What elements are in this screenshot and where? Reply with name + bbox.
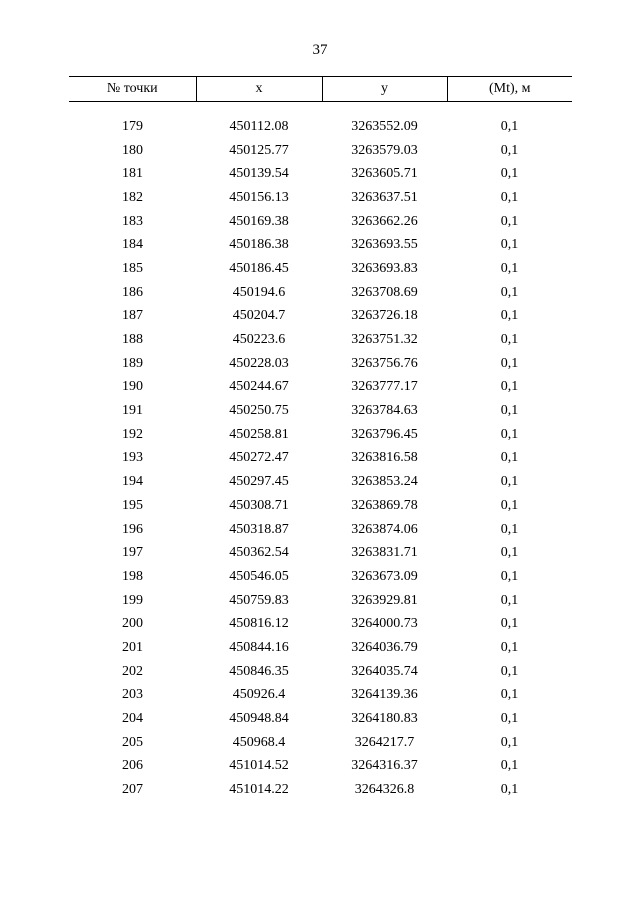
coordinates-table: [69, 76, 572, 802]
cell-point-number: 192: [122, 426, 143, 442]
cell-accuracy: 0,1: [500, 639, 519, 655]
cell-point-number: 195: [122, 497, 143, 513]
cell-y: 3264036.79: [351, 639, 418, 655]
cell-x: 450186.45: [229, 260, 289, 276]
cell-y: 3263756.76: [351, 355, 418, 371]
cell-x: 450318.87: [229, 521, 289, 537]
cell-x: 451014.22: [229, 782, 289, 798]
cell-point-number: 186: [122, 284, 143, 300]
cell-accuracy: 0,1: [500, 711, 519, 727]
cell-x: 450546.05: [229, 568, 289, 584]
cell-accuracy: 0,1: [500, 568, 519, 584]
table-row: [69, 731, 572, 755]
cell-x: 450759.83: [229, 592, 289, 608]
cell-accuracy: 0,1: [500, 213, 519, 229]
cell-accuracy: 0,1: [500, 189, 519, 205]
cell-accuracy: 0,1: [500, 687, 519, 703]
table-row: [69, 376, 572, 400]
header-accuracy: (Mt), м: [447, 77, 572, 102]
cell-accuracy: 0,1: [500, 521, 519, 537]
cell-point-number: 191: [122, 403, 143, 419]
table-row: [69, 636, 572, 660]
table-row: [69, 281, 572, 305]
table-row: [69, 707, 572, 731]
cell-point-number: 184: [122, 237, 143, 253]
cell-accuracy: 0,1: [500, 450, 519, 466]
cell-accuracy: 0,1: [500, 332, 519, 348]
cell-x: 450844.16: [229, 639, 289, 655]
table-row: [69, 755, 572, 779]
table-header-row: [69, 77, 572, 102]
table-row: [69, 470, 572, 494]
cell-y: 3263777.17: [351, 379, 418, 395]
table-row: [69, 447, 572, 471]
cell-point-number: 196: [122, 521, 143, 537]
cell-x: 450112.08: [229, 118, 289, 134]
cell-point-number: 179: [122, 118, 143, 134]
cell-x: 450816.12: [229, 616, 289, 632]
cell-y: 3263784.63: [351, 403, 418, 419]
cell-y: 3263831.71: [351, 545, 418, 561]
cell-point-number: 199: [122, 592, 143, 608]
cell-y: 3264139.36: [351, 687, 418, 703]
cell-point-number: 182: [122, 189, 143, 205]
cell-accuracy: 0,1: [500, 592, 519, 608]
cell-accuracy: 0,1: [500, 403, 519, 419]
cell-accuracy: 0,1: [500, 474, 519, 490]
cell-x: 450228.03: [229, 355, 289, 371]
table-row: [69, 233, 572, 257]
cell-x: 450194.6: [232, 284, 286, 300]
cell-x: 450297.45: [229, 474, 289, 490]
table-row: [69, 257, 572, 281]
cell-point-number: 204: [122, 711, 143, 727]
cell-point-number: 200: [122, 616, 143, 632]
cell-point-number: 190: [122, 379, 143, 395]
table-row: [69, 565, 572, 589]
header-y: y: [322, 77, 447, 102]
cell-x: 450846.35: [229, 663, 289, 679]
cell-point-number: 187: [122, 308, 143, 324]
cell-x: 450139.54: [229, 166, 289, 182]
cell-accuracy: 0,1: [500, 355, 519, 371]
cell-y: 3263869.78: [351, 497, 418, 513]
cell-y: 3263662.26: [351, 213, 418, 229]
cell-y: 3263796.45: [351, 426, 418, 442]
cell-accuracy: 0,1: [500, 426, 519, 442]
cell-point-number: 193: [122, 450, 143, 466]
cell-x: 450926.4: [232, 687, 286, 703]
table-row: [69, 423, 572, 447]
cell-accuracy: 0,1: [500, 166, 519, 182]
table-header: [69, 77, 572, 102]
table-row: [69, 139, 572, 163]
table-row: [69, 210, 572, 234]
cell-y: 3263637.51: [351, 189, 418, 205]
cell-accuracy: 0,1: [500, 237, 519, 253]
cell-x: 450125.77: [229, 142, 289, 158]
table-row: [69, 352, 572, 376]
cell-x: 450156.13: [229, 189, 289, 205]
cell-x: 450204.7: [232, 308, 286, 324]
cell-y: 3263929.81: [351, 592, 418, 608]
table-row: [69, 115, 572, 139]
table-row: [69, 518, 572, 542]
cell-accuracy: 0,1: [500, 379, 519, 395]
header-x: x: [196, 77, 322, 102]
cell-point-number: 197: [122, 545, 143, 561]
cell-x: 450308.71: [229, 497, 289, 513]
cell-y: 3263673.09: [351, 568, 418, 584]
cell-y: 3263693.55: [351, 237, 418, 253]
cell-point-number: 207: [122, 782, 143, 798]
cell-point-number: 206: [122, 758, 143, 774]
cell-accuracy: 0,1: [500, 308, 519, 324]
cell-accuracy: 0,1: [500, 545, 519, 561]
cell-point-number: 205: [122, 734, 143, 750]
cell-accuracy: 0,1: [500, 118, 519, 134]
cell-y: 3263605.71: [351, 166, 418, 182]
table-row: [69, 541, 572, 565]
cell-point-number: 203: [122, 687, 143, 703]
cell-x: 450250.75: [229, 403, 289, 419]
table-row: [69, 399, 572, 423]
cell-y: 3263853.24: [351, 474, 418, 490]
table-row: [69, 589, 572, 613]
page-number: 37: [312, 42, 328, 58]
cell-y: 3264316.37: [351, 758, 418, 774]
cell-point-number: 183: [122, 213, 143, 229]
cell-accuracy: 0,1: [500, 663, 519, 679]
cell-x: 450169.38: [229, 213, 289, 229]
cell-point-number: 188: [122, 332, 143, 348]
table-row: [69, 305, 572, 329]
cell-x: 450948.84: [229, 711, 289, 727]
cell-point-number: 201: [122, 639, 143, 655]
cell-accuracy: 0,1: [500, 142, 519, 158]
cell-point-number: 194: [122, 474, 143, 490]
cell-point-number: 181: [122, 166, 143, 182]
cell-accuracy: 0,1: [500, 260, 519, 276]
cell-y: 3263726.18: [351, 308, 418, 324]
cell-y: 3263579.03: [351, 142, 418, 158]
cell-x: 450258.81: [229, 426, 289, 442]
cell-y: 3263693.83: [351, 260, 418, 276]
cell-x: 450362.54: [229, 545, 289, 561]
cell-accuracy: 0,1: [500, 284, 519, 300]
cell-accuracy: 0,1: [500, 734, 519, 750]
cell-accuracy: 0,1: [500, 758, 519, 774]
table-row: [69, 162, 572, 186]
cell-accuracy: 0,1: [500, 616, 519, 632]
cell-y: 3263552.09: [351, 118, 418, 134]
cell-y: 3264180.83: [351, 711, 418, 727]
cell-point-number: 185: [122, 260, 143, 276]
table-row: [69, 660, 572, 684]
header-spacer: [69, 102, 572, 116]
table-row: [69, 186, 572, 210]
cell-point-number: 198: [122, 568, 143, 584]
table-row: [69, 684, 572, 708]
table-row: [69, 494, 572, 518]
cell-x: 450272.47: [229, 450, 289, 466]
cell-x: 451014.52: [229, 758, 289, 774]
cell-y: 3264000.73: [351, 616, 418, 632]
cell-x: 450223.6: [232, 332, 286, 348]
cell-y: 3263874.06: [351, 521, 418, 537]
cell-accuracy: 0,1: [500, 782, 519, 798]
cell-y: 3263816.58: [351, 450, 418, 466]
cell-accuracy: 0,1: [500, 497, 519, 513]
cell-y: 3264217.7: [354, 734, 415, 750]
cell-point-number: 180: [122, 142, 143, 158]
cell-y: 3264326.8: [354, 782, 415, 798]
table-row: [69, 328, 572, 352]
cell-x: 450968.4: [232, 734, 286, 750]
cell-y: 3264035.74: [351, 663, 418, 679]
cell-point-number: 189: [122, 355, 143, 371]
cell-y: 3263751.32: [351, 332, 418, 348]
table-row: [69, 778, 572, 802]
cell-x: 450186.38: [229, 237, 289, 253]
header-point-number: № точки: [69, 77, 196, 102]
cell-y: 3263708.69: [351, 284, 418, 300]
cell-x: 450244.67: [229, 379, 289, 395]
table-body: [69, 102, 572, 802]
table-row: [69, 612, 572, 636]
cell-point-number: 202: [122, 663, 143, 679]
